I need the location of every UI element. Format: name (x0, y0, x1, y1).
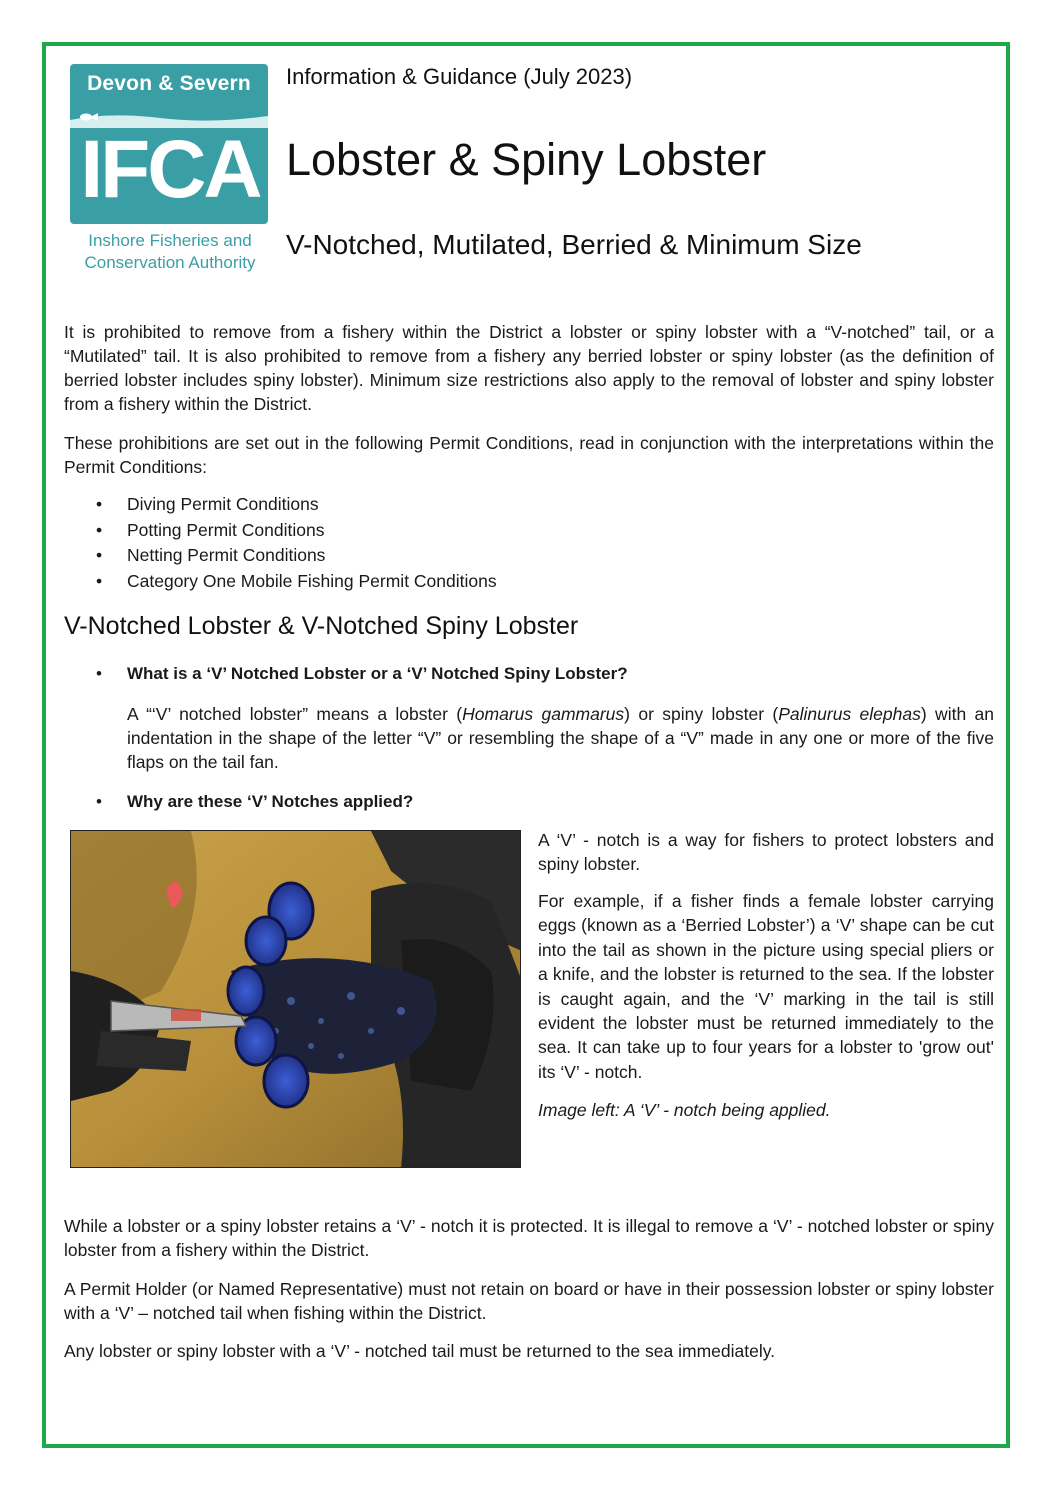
section-heading: V-Notched Lobster & V-Notched Spiny Lobster (64, 612, 579, 640)
list-item-text: Category One Mobile Fishing Permit Conditions (127, 570, 497, 591)
question-1-text: What is a ‘V’ Notched Lobster or a ‘V’ Notched Spiny Lobster? (127, 664, 628, 683)
list-item (64, 571, 964, 597)
v-notch-photo (70, 830, 521, 1168)
ifca-logo (70, 64, 270, 276)
def-species-2: Palinurus elephas (778, 704, 921, 724)
bullet-icon: • (96, 545, 103, 565)
info-line: Information & Guidance (July 2023) (286, 64, 633, 89)
logo-sub-line1: Inshore Fisheries and (88, 231, 252, 250)
logo-box (70, 64, 268, 224)
paragraph-permit-holder: A Permit Holder (or Named Representative) must not retain on board or have in their possession lobster or spiny lobster with a ‘V’ – notched tail when fishing within the District. (64, 1279, 994, 1323)
list-item (64, 545, 964, 571)
bullet-icon: • (96, 792, 102, 811)
list-item-text: Potting Permit Conditions (127, 519, 325, 540)
bullet-icon: • (96, 519, 103, 540)
list-item-text: Netting Permit Conditions (127, 545, 326, 565)
page-title: Lobster & Spiny Lobster (286, 134, 767, 185)
v-notch-definition (127, 702, 994, 774)
question-2-text: Why are these ‘V’ Notches applied? (127, 792, 414, 811)
logo-subtitle (70, 230, 270, 274)
paragraph-protected: While a lobster or a spiny lobster retains a ‘V’ - notch it is protected. It is illegal to remove a ‘V’ - notched lobster or spiny lobster from a fishery within the District. (64, 1216, 994, 1260)
def-part-c: ) or spiny lobster ( (624, 704, 779, 724)
logo-big-text: IFCA (80, 124, 260, 215)
page-subtitle: V-Notched, Mutilated, Berried & Minimum Size (286, 229, 862, 260)
bullet-icon: • (96, 494, 103, 514)
bullet-icon: • (96, 664, 102, 683)
image-caption: Image left: A ‘V’ - notch being applied. (538, 1100, 831, 1120)
list-item (64, 520, 964, 546)
def-part-a: A “‘V’ notched lobster” means a lobster ( (127, 704, 463, 724)
side-paragraph-2: For example, if a fisher finds a female lobster carrying eggs (known as a ‘Berried Lobster’) a ‘V’ shape can be cut into the tail as shown in the picture using special pliers or a knife, and the lobster is returned to the sea. If the lobster is caught again, and the ‘V’ marking in the tail is still evident the lobster must be returned immediately to the sea. It can take up to four years for a lobster to 'grow out' its ‘V’ - notch. (538, 891, 994, 1082)
logo-sub-line2: Conservation Authority (84, 253, 256, 272)
lobster-photo-image (71, 831, 521, 1168)
list-item (64, 494, 964, 520)
def-part-e: ) with an indentation in the shape of the letter “V” or resembling the shape of a “V” made in any one or more of the five flaps on the tail fan. (127, 704, 995, 772)
logo-top-text: Devon & Severn (87, 72, 251, 95)
intro-paragraph-2: These prohibitions are set out in the following Permit Conditions, read in conjunction with the interpretations within the Permit Conditions: (64, 433, 994, 477)
side-paragraph-1: A ‘V’ - notch is a way for fishers to protect lobsters and spiny lobster. (538, 830, 994, 875)
paragraph-return: Any lobster or spiny lobster with a ‘V’ - notched tail must be returned to the sea immediately. (64, 1341, 776, 1361)
intro-paragraph-1: It is prohibited to remove from a fishery within the District a lobster or spiny lobster with a “V-notched” tail, or a “Mutilated” tail. It is also prohibited to remove from a fishery any berried lobster or spiny lobster (as the definition of berried lobster includes spiny lobster). Minimum size restrictions also apply to the removal of lobster and spiny lobster from a fishery within the District. (64, 322, 994, 414)
def-species-1: Homarus gammarus (462, 704, 625, 724)
bullet-icon: • (96, 570, 103, 591)
permit-conditions-list (64, 494, 964, 596)
list-item-text: Diving Permit Conditions (127, 494, 319, 514)
